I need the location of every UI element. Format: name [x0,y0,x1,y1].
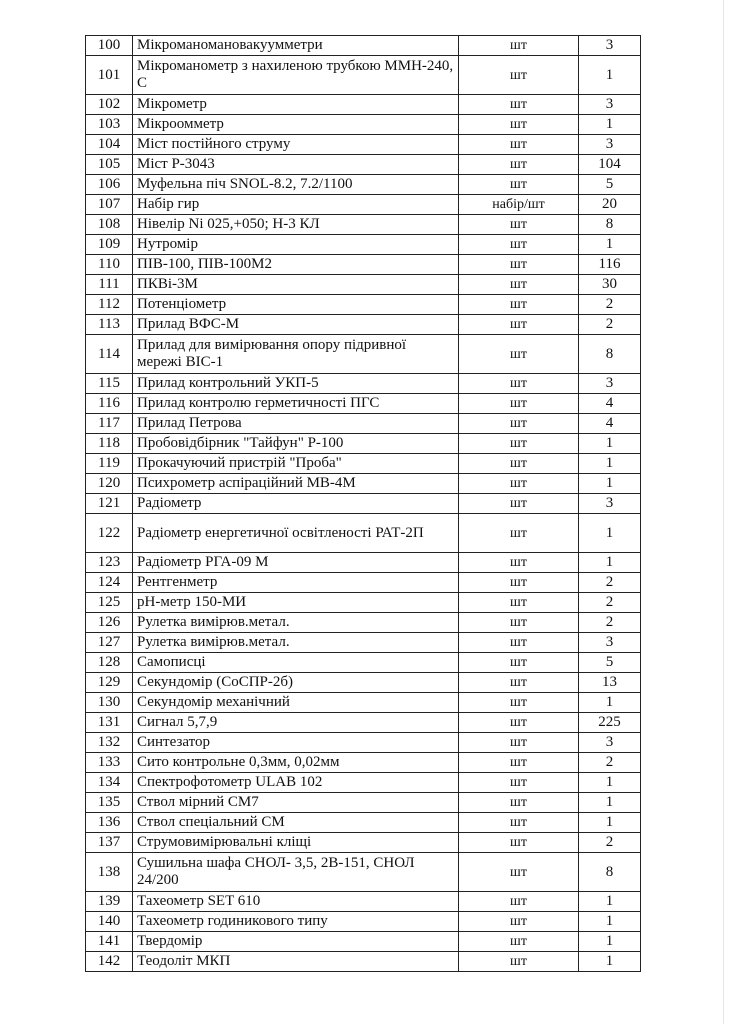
item-name: Мікроманомановакуумметри [133,36,459,56]
row-number: 109 [86,235,133,255]
unit-of-measure: шт [459,713,579,733]
quantity: 3 [579,633,641,653]
row-number: 131 [86,713,133,733]
item-name: Мікроманометр з нахиленою трубкою ММН-240, С [133,56,459,95]
item-name: Потенціометр [133,295,459,315]
quantity: 5 [579,653,641,673]
unit-of-measure: шт [459,514,579,553]
quantity: 1 [579,693,641,713]
item-name: ПІВ-100, ПІВ-100М2 [133,255,459,275]
unit-of-measure: шт [459,454,579,474]
table-row [86,553,641,573]
item-name: Прилад для вимірювання опору підривної мережі ВІС-1 [133,335,459,374]
quantity: 1 [579,474,641,494]
item-name: ПКВі-3М [133,275,459,295]
unit-of-measure: набір/шт [459,195,579,215]
unit-of-measure: шт [459,56,579,95]
table-row [86,514,641,553]
row-number: 133 [86,753,133,773]
table-row [86,693,641,713]
item-name: Муфельна піч SNOL-8.2, 7.2/1100 [133,175,459,195]
row-number: 123 [86,553,133,573]
item-name: Ствол мірний СМ7 [133,793,459,813]
item-name: Прилад Петрова [133,414,459,434]
quantity: 1 [579,553,641,573]
quantity: 1 [579,773,641,793]
quantity: 3 [579,494,641,514]
row-number: 115 [86,374,133,394]
unit-of-measure: шт [459,553,579,573]
unit-of-measure: шт [459,853,579,892]
unit-of-measure: шт [459,95,579,115]
item-name: Рулетка вимірюв.метал. [133,633,459,653]
quantity: 1 [579,813,641,833]
table-row [86,773,641,793]
quantity: 116 [579,255,641,275]
unit-of-measure: шт [459,414,579,434]
table-row [86,155,641,175]
table-row [86,653,641,673]
row-number: 103 [86,115,133,135]
quantity: 1 [579,235,641,255]
page-edge [723,0,724,1024]
unit-of-measure: шт [459,255,579,275]
item-name: Сушильна шафа СНОЛ- 3,5, 2В-151, СНОЛ 24/200 [133,853,459,892]
table-row [86,235,641,255]
table-row [86,853,641,892]
item-name: Прилад контролю герметичності ПГС [133,394,459,414]
table-row [86,315,641,335]
quantity: 4 [579,414,641,434]
row-number: 141 [86,932,133,952]
inventory-table-body [86,36,641,972]
quantity: 1 [579,952,641,972]
quantity: 4 [579,394,641,414]
quantity: 3 [579,95,641,115]
unit-of-measure: шт [459,494,579,514]
unit-of-measure: шт [459,573,579,593]
item-name: Психрометр аспіраційний МВ-4М [133,474,459,494]
table-row [86,255,641,275]
unit-of-measure: шт [459,773,579,793]
quantity: 1 [579,932,641,952]
quantity: 2 [579,315,641,335]
unit-of-measure: шт [459,315,579,335]
unit-of-measure: шт [459,235,579,255]
unit-of-measure: шт [459,613,579,633]
unit-of-measure: шт [459,434,579,454]
item-name: Секундомір механічний [133,693,459,713]
row-number: 108 [86,215,133,235]
row-number: 104 [86,135,133,155]
table-row [86,215,641,235]
item-name: Мікроомметр [133,115,459,135]
item-name: Набір гир [133,195,459,215]
unit-of-measure: шт [459,633,579,653]
row-number: 106 [86,175,133,195]
quantity: 8 [579,853,641,892]
table-row [86,673,641,693]
table-row [86,793,641,813]
row-number: 116 [86,394,133,414]
quantity: 8 [579,335,641,374]
item-name: Радіометр енергетичної освітленості РАТ-2П [133,514,459,553]
quantity: 8 [579,215,641,235]
item-name: Пробовідбірник "Тайфун" Р-100 [133,434,459,454]
row-number: 124 [86,573,133,593]
table-row [86,335,641,374]
table-row [86,932,641,952]
item-name: Прилад ВФС-М [133,315,459,335]
row-number: 102 [86,95,133,115]
quantity: 1 [579,454,641,474]
table-row [86,593,641,613]
table-row [86,713,641,733]
unit-of-measure: шт [459,275,579,295]
quantity: 1 [579,793,641,813]
table-row [86,952,641,972]
unit-of-measure: шт [459,135,579,155]
quantity: 1 [579,912,641,932]
quantity: 1 [579,56,641,95]
table-row [86,56,641,95]
unit-of-measure: шт [459,36,579,56]
quantity: 3 [579,36,641,56]
table-row [86,474,641,494]
item-name: Струмовимірювальні кліщі [133,833,459,853]
item-name: Радіометр [133,494,459,514]
row-number: 101 [86,56,133,95]
quantity: 1 [579,892,641,912]
row-number: 107 [86,195,133,215]
row-number: 132 [86,733,133,753]
quantity: 3 [579,733,641,753]
row-number: 129 [86,673,133,693]
quantity: 2 [579,753,641,773]
table-row [86,95,641,115]
row-number: 139 [86,892,133,912]
item-name: Спектрофотометр ULAB 102 [133,773,459,793]
quantity: 3 [579,135,641,155]
item-name: Міст Р-3043 [133,155,459,175]
unit-of-measure: шт [459,952,579,972]
row-number: 136 [86,813,133,833]
item-name: Нутромір [133,235,459,255]
row-number: 142 [86,952,133,972]
row-number: 113 [86,315,133,335]
row-number: 120 [86,474,133,494]
table-row [86,813,641,833]
row-number: 130 [86,693,133,713]
row-number: 105 [86,155,133,175]
quantity: 2 [579,573,641,593]
table-row [86,573,641,593]
quantity: 5 [579,175,641,195]
item-name: Синтезатор [133,733,459,753]
table-row [86,275,641,295]
item-name: Прилад контрольний УКП-5 [133,374,459,394]
unit-of-measure: шт [459,295,579,315]
row-number: 126 [86,613,133,633]
table-row [86,394,641,414]
unit-of-measure: шт [459,793,579,813]
table-row [86,295,641,315]
unit-of-measure: шт [459,593,579,613]
unit-of-measure: шт [459,394,579,414]
unit-of-measure: шт [459,892,579,912]
unit-of-measure: шт [459,932,579,952]
row-number: 122 [86,514,133,553]
row-number: 125 [86,593,133,613]
row-number: 137 [86,833,133,853]
row-number: 112 [86,295,133,315]
quantity: 30 [579,275,641,295]
unit-of-measure: шт [459,335,579,374]
unit-of-measure: шт [459,833,579,853]
row-number: 110 [86,255,133,275]
table-row [86,912,641,932]
item-name: Твердомір [133,932,459,952]
table-row [86,135,641,155]
table-row [86,753,641,773]
unit-of-measure: шт [459,155,579,175]
unit-of-measure: шт [459,912,579,932]
item-name: Мікрометр [133,95,459,115]
quantity: 13 [579,673,641,693]
quantity: 225 [579,713,641,733]
quantity: 2 [579,833,641,853]
item-name: Теодоліт МКП [133,952,459,972]
row-number: 121 [86,494,133,514]
unit-of-measure: шт [459,693,579,713]
row-number: 100 [86,36,133,56]
unit-of-measure: шт [459,813,579,833]
item-name: Радіометр РГА-09 М [133,553,459,573]
table-row [86,434,641,454]
item-name: Прокачуючий пристрій "Проба" [133,454,459,474]
table-row [86,613,641,633]
item-name: Тахеометр SET 610 [133,892,459,912]
quantity: 1 [579,115,641,135]
table-row [86,833,641,853]
item-name: Сигнал 5,7,9 [133,713,459,733]
quantity: 2 [579,295,641,315]
item-name: Нівелір Ni 025,+050; Н-3 КЛ [133,215,459,235]
row-number: 127 [86,633,133,653]
item-name: Самописці [133,653,459,673]
unit-of-measure: шт [459,653,579,673]
row-number: 138 [86,853,133,892]
table-row [86,115,641,135]
quantity: 20 [579,195,641,215]
row-number: 114 [86,335,133,374]
row-number: 128 [86,653,133,673]
unit-of-measure: шт [459,175,579,195]
table-row [86,36,641,56]
row-number: 119 [86,454,133,474]
row-number: 140 [86,912,133,932]
table-row [86,454,641,474]
table-row [86,175,641,195]
table-row [86,195,641,215]
unit-of-measure: шт [459,753,579,773]
row-number: 111 [86,275,133,295]
quantity: 2 [579,593,641,613]
unit-of-measure: шт [459,215,579,235]
table-row [86,374,641,394]
table-row [86,414,641,434]
unit-of-measure: шт [459,115,579,135]
quantity: 3 [579,374,641,394]
item-name: Рулетка вимірюв.метал. [133,613,459,633]
unit-of-measure: шт [459,474,579,494]
quantity: 2 [579,613,641,633]
item-name: Секундомір (СоСПР-2б) [133,673,459,693]
table-row [86,494,641,514]
row-number: 117 [86,414,133,434]
item-name: Рентгенметр [133,573,459,593]
item-name: Тахеометр годиникового типу [133,912,459,932]
table-row [86,633,641,653]
row-number: 118 [86,434,133,454]
inventory-table [85,35,641,972]
table-row [86,892,641,912]
item-name: pH-метр 150-МИ [133,593,459,613]
item-name: Сито контрольне 0,3мм, 0,02мм [133,753,459,773]
quantity: 1 [579,514,641,553]
row-number: 134 [86,773,133,793]
item-name: Ствол спеціальний СМ [133,813,459,833]
table-row [86,733,641,753]
item-name: Міст постійного струму [133,135,459,155]
unit-of-measure: шт [459,733,579,753]
row-number: 135 [86,793,133,813]
quantity: 1 [579,434,641,454]
unit-of-measure: шт [459,374,579,394]
quantity: 104 [579,155,641,175]
unit-of-measure: шт [459,673,579,693]
